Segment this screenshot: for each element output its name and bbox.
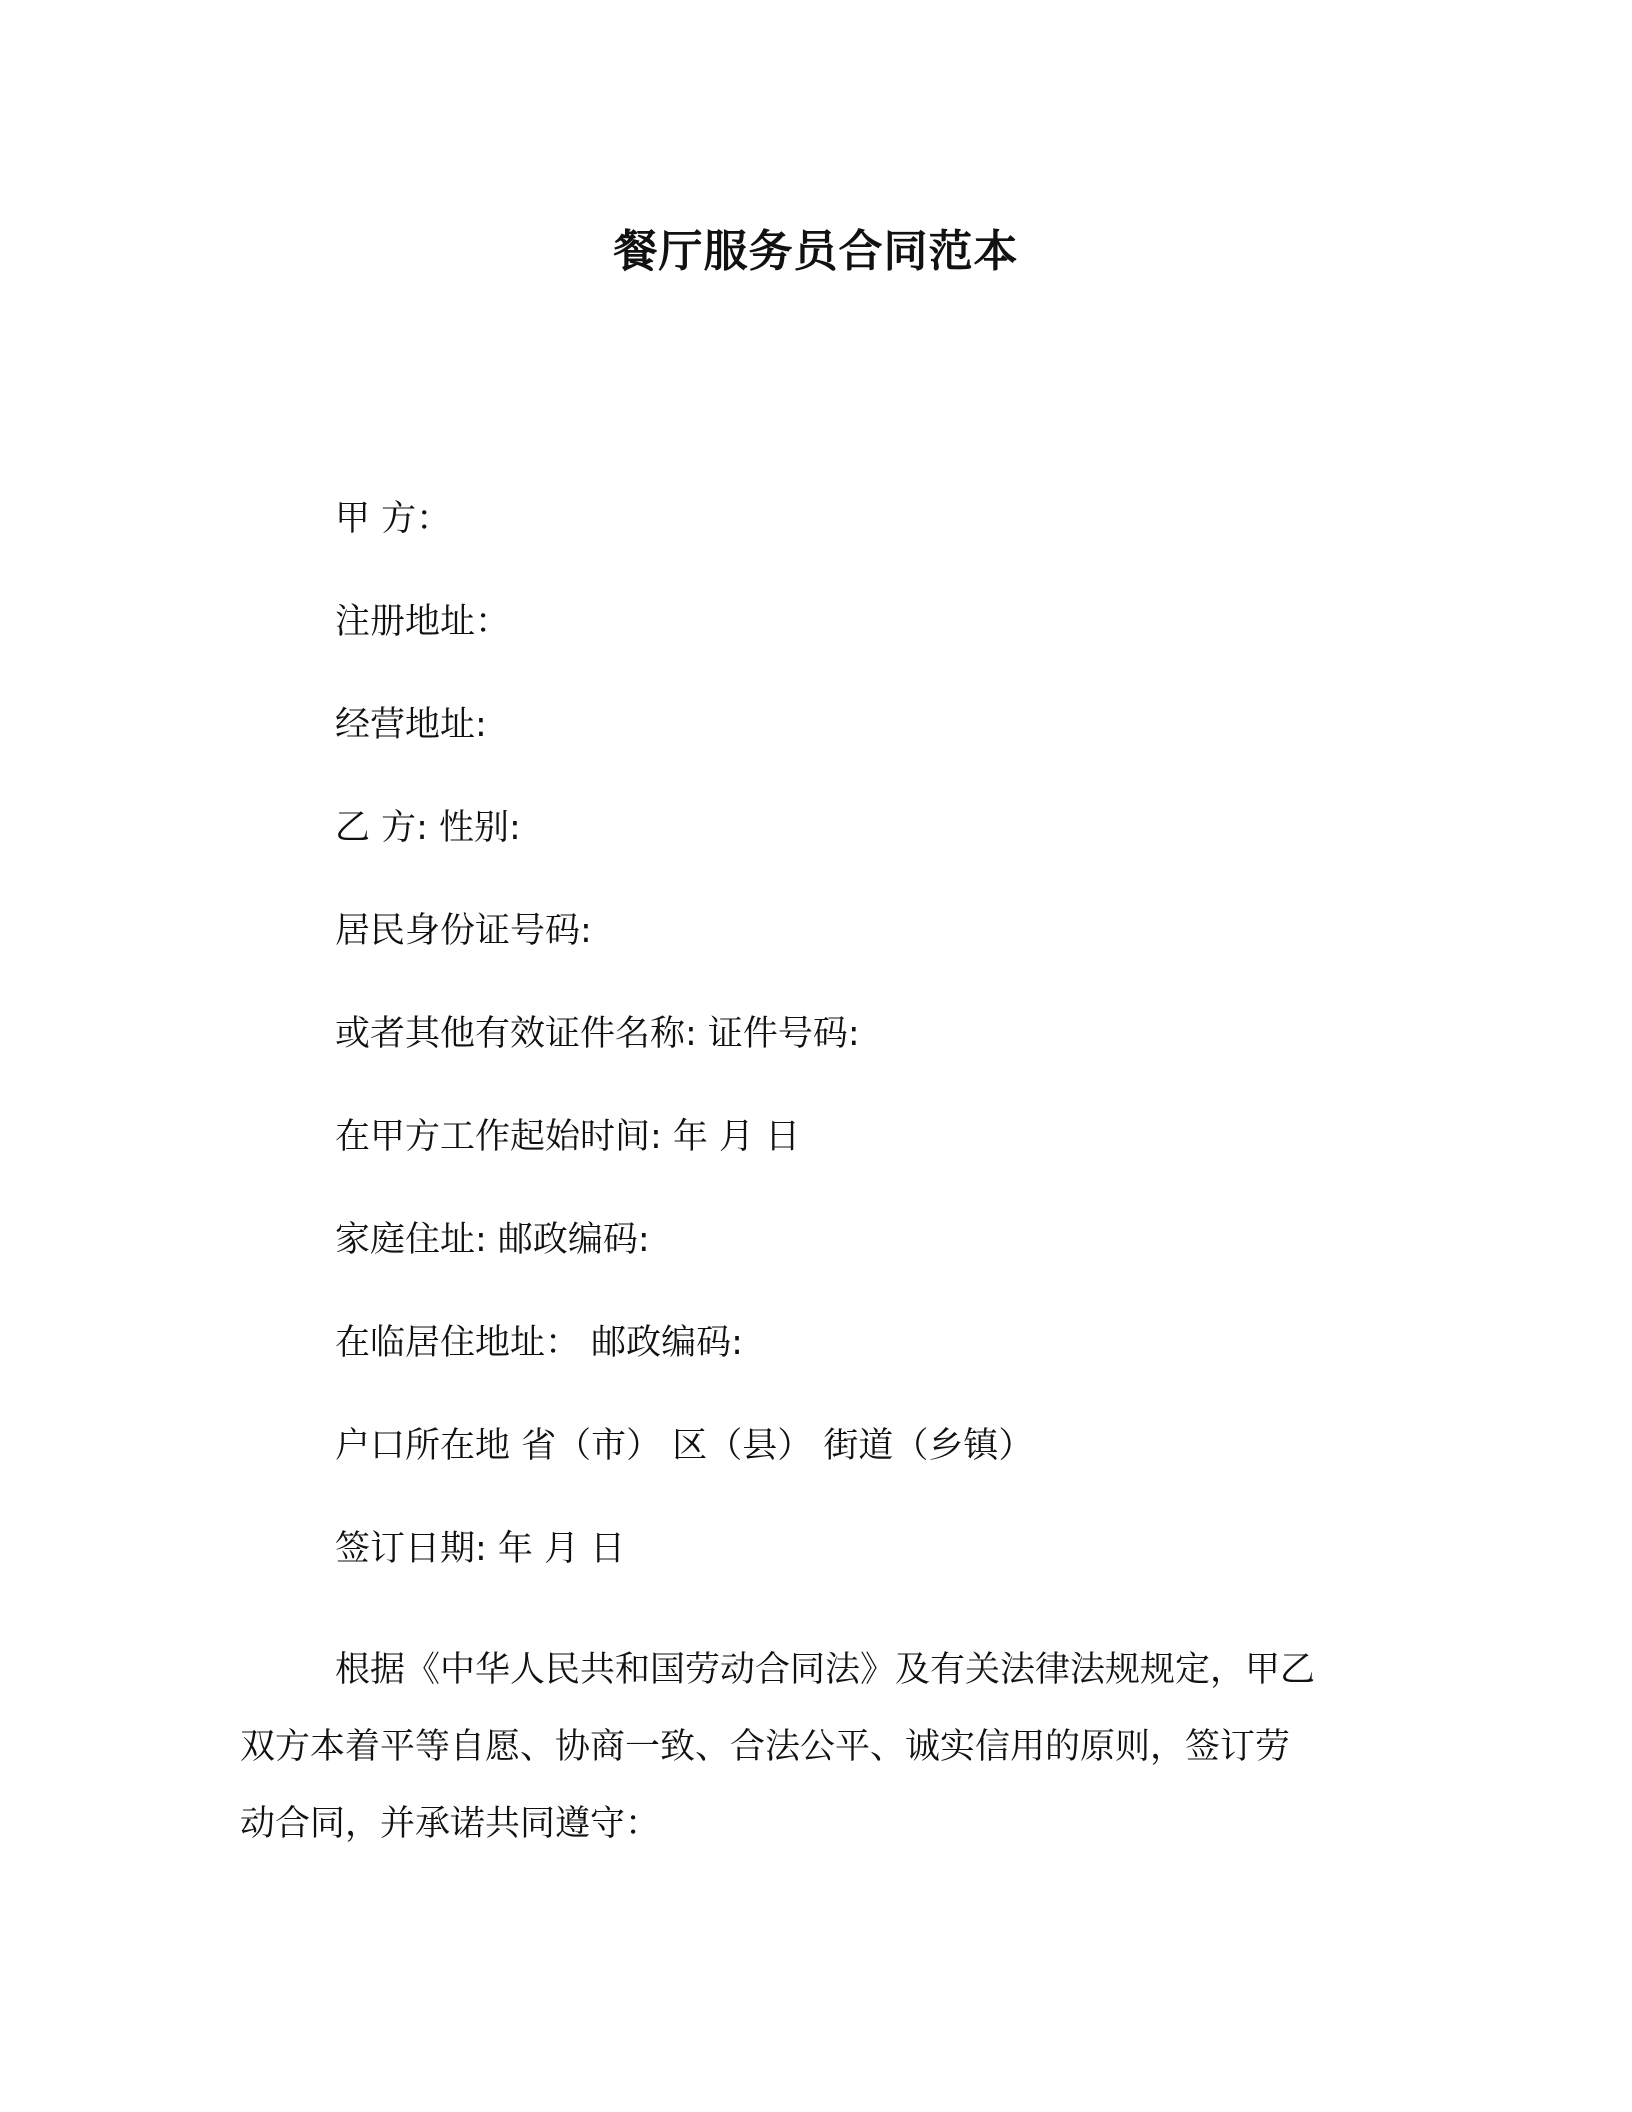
paragraph-line: 根据《中华人民共和国劳动合同法》及有关法律法规规定，甲乙 <box>335 1650 1316 1690</box>
paragraph-line: 双方本着平等自愿、协商一致、合法公平、诚实信用的原则，签订劳 <box>240 1727 1291 1767</box>
field-registered-address: 注册地址： <box>335 602 511 642</box>
field-id-number: 居民身份证号码: <box>335 911 592 951</box>
field-household-registration: 户口所在地 省（市） 区（县） 街道（乡镇） <box>335 1426 1034 1466</box>
field-party-b-gender: 乙 方: 性别: <box>335 808 521 848</box>
field-temporary-address: 在临居住地址： 邮政编码: <box>335 1323 743 1363</box>
preamble-paragraph <box>240 1632 1400 1863</box>
document-title: 餐厅服务员合同范本 <box>613 226 1019 277</box>
field-other-id: 或者其他有效证件名称: 证件号码: <box>335 1014 860 1054</box>
field-home-address: 家庭住址: 邮政编码: <box>335 1220 650 1260</box>
field-signing-date: 签订日期: 年 月 日 <box>335 1529 626 1569</box>
field-business-address: 经营地址: <box>335 705 487 745</box>
field-party-a: 甲 方： <box>335 499 452 539</box>
paragraph-line: 动合同，并承诺共同遵守： <box>240 1804 661 1844</box>
field-start-date: 在甲方工作起始时间: 年 月 日 <box>335 1117 801 1157</box>
